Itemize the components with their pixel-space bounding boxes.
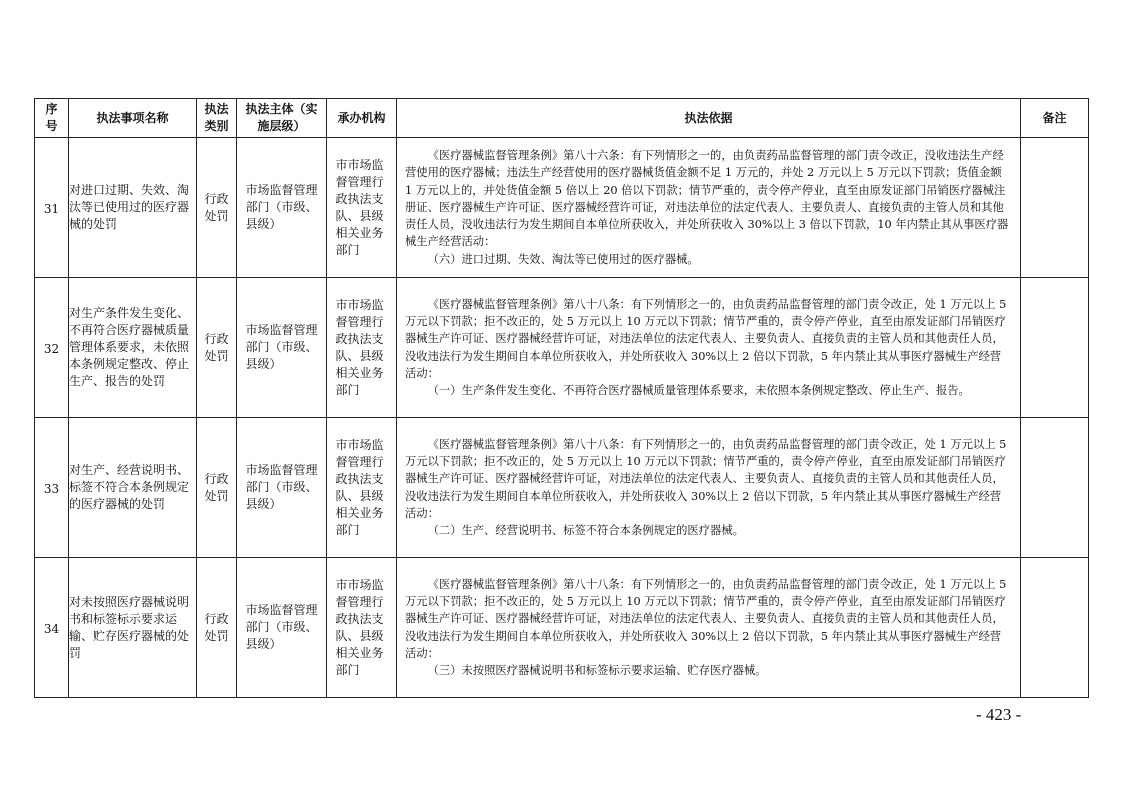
table-row bbox=[35, 418, 1089, 558]
basis-item: （二）生产、经营说明书、标签不符合本条例规定的医疗器械。 bbox=[427, 523, 744, 537]
row-name: 对生产、经营说明书、标签不符合本条例规定的医疗器械的处罚 bbox=[69, 418, 197, 558]
row-agency: 市市场监督管理行政执法支队、县级相关业务部门 bbox=[327, 138, 397, 278]
row-remark bbox=[1021, 418, 1089, 558]
row-basis bbox=[397, 418, 1021, 558]
row-category: 行政处罚 bbox=[197, 418, 237, 558]
row-agency: 市市场监督管理行政执法支队、县级相关业务部门 bbox=[327, 278, 397, 418]
header-row bbox=[35, 99, 1089, 138]
table-row bbox=[35, 278, 1089, 418]
row-category: 行政处罚 bbox=[197, 138, 237, 278]
row-name: 对生产条件发生变化、不再符合医疗器械质量管理体系要求，未依照本条例规定整改、停止生产、报告的处罚 bbox=[69, 278, 197, 418]
row-agency: 市市场监督管理行政执法支队、县级相关业务部门 bbox=[327, 558, 397, 698]
row-category: 行政处罚 bbox=[197, 558, 237, 698]
row-name: 对未按照医疗器械说明书和标签标示要求运输、贮存医疗器械的处罚 bbox=[69, 558, 197, 698]
header-agency: 承办机构 bbox=[327, 99, 397, 138]
header-name: 执法事项名称 bbox=[69, 99, 197, 138]
row-agency: 市市场监督管理行政执法支队、县级相关业务部门 bbox=[327, 418, 397, 558]
row-no: 34 bbox=[35, 558, 69, 698]
header-no: 序号 bbox=[35, 99, 69, 138]
row-name: 对进口过期、失效、淘汰等已使用过的医疗器械的处罚 bbox=[69, 138, 197, 278]
header-basis: 执法依据 bbox=[397, 99, 1021, 138]
table-row bbox=[35, 138, 1089, 278]
row-subject: 市场监督管理部门（市级、县级） bbox=[237, 278, 327, 418]
table-row bbox=[35, 558, 1089, 698]
page-number: - 423 - bbox=[976, 705, 1022, 724]
enforcement-table bbox=[34, 98, 1089, 698]
basis-item: （一）生产条件发生变化、不再符合医疗器械质量管理体系要求，未依照本条例规定整改、停止生产、报告。 bbox=[427, 383, 970, 397]
row-basis bbox=[397, 278, 1021, 418]
header-remark: 备注 bbox=[1021, 99, 1089, 138]
row-remark bbox=[1021, 278, 1089, 418]
basis-main: 《医疗器械监督管理条例》第八十六条：有下列情形之一的，由负责药品监督管理的部门责令改正，没收违法生产经营使用的医疗器械；违法生产经营使用的医疗器械货值金额不足 1 万元的，并处 2 万元以上 5 万元以下罚款；货值金额 1 万元以上的，并处货值金额 5 倍以上 20 倍以下罚款；情节严重的，责令停产停业，直至由原发证部门吊销医疗器械注册证、医疗器械生产许可证、医疗器械经营许可证，对违法单位的法定代表人、主要负责人、直接负责的主管人员和其他责任人员，没收违法行为发生期间自本单位所获收入，并处所获收入 30%以上 3 倍以下罚款，10 年内禁止其从事医疗器械生产经营活动： bbox=[405, 149, 1009, 249]
basis-main: 《医疗器械监督管理条例》第八十八条：有下列情形之一的，由负责药品监督管理的部门责令改正，处 1 万元以上 5 万元以下罚款；拒不改正的，处 5 万元以上 10 万元以下罚款；情节严重的，责令停产停业，直至由原发证部门吊销医疗器械生产许可证、医疗器械经营许可证，对违法单位的法定代表人、主要负责人、直接负责的主管人员和其他责任人员，没收违法行为发生期间自本单位所获收入，并处所获收入 30%以上 2 倍以下罚款，5 年内禁止其从事医疗器械生产经营活动： bbox=[405, 577, 1007, 660]
basis-main: 《医疗器械监督管理条例》第八十八条：有下列情形之一的，由负责药品监督管理的部门责令改正，处 1 万元以上 5 万元以下罚款；拒不改正的，处 5 万元以上 10 万元以下罚款；情节严重的，责令停产停业，直至由原发证部门吊销医疗器械生产许可证、医疗器械经营许可证，对违法单位的法定代表人、主要负责人、直接负责的主管人员和其他责任人员，没收违法行为发生期间自本单位所获收入，并处所获收入 30%以上 2 倍以下罚款，5 年内禁止其从事医疗器械生产经营活动： bbox=[405, 297, 1007, 380]
header-category: 执法类别 bbox=[197, 99, 237, 138]
row-subject: 市场监督管理部门（市级、县级） bbox=[237, 138, 327, 278]
row-no: 33 bbox=[35, 418, 69, 558]
row-no: 31 bbox=[35, 138, 69, 278]
row-remark bbox=[1021, 558, 1089, 698]
row-subject: 市场监督管理部门（市级、县级） bbox=[237, 558, 327, 698]
row-basis bbox=[397, 138, 1021, 278]
row-basis bbox=[397, 558, 1021, 698]
basis-item: （六）进口过期、失效、淘汰等已使用过的医疗器械。 bbox=[427, 252, 699, 266]
row-category: 行政处罚 bbox=[197, 278, 237, 418]
basis-main: 《医疗器械监督管理条例》第八十八条：有下列情形之一的，由负责药品监督管理的部门责令改正，处 1 万元以上 5 万元以下罚款；拒不改正的，处 5 万元以上 10 万元以下罚款；情节严重的，责令停产停业，直至由原发证部门吊销医疗器械生产许可证、医疗器械经营许可证，对违法单位的法定代表人、主要负责人、直接负责的主管人员和其他责任人员，没收违法行为发生期间自本单位所获收入，并处所获收入 30%以上 2 倍以下罚款，5 年内禁止其从事医疗器械生产经营活动： bbox=[405, 437, 1007, 520]
basis-item: （三）未按照医疗器械说明书和标签标示要求运输、贮存医疗器械。 bbox=[427, 663, 767, 677]
row-remark bbox=[1021, 138, 1089, 278]
row-subject: 市场监督管理部门（市级、县级） bbox=[237, 418, 327, 558]
header-subject: 执法主体（实施层级） bbox=[237, 99, 327, 138]
row-no: 32 bbox=[35, 278, 69, 418]
